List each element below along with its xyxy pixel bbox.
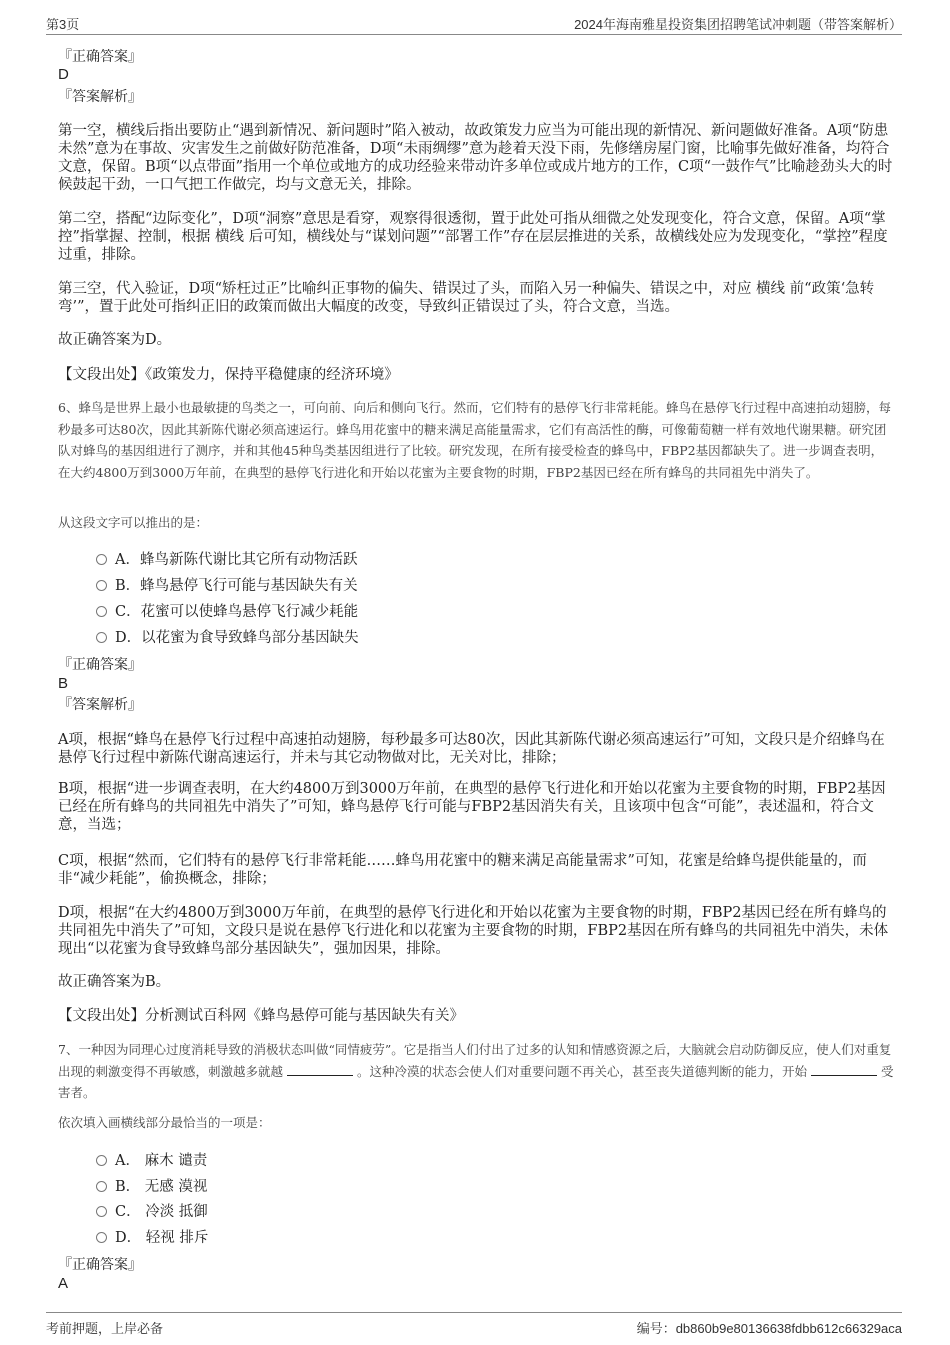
q6-source: 【文段出处】分析测试百科网《蜂鸟悬停可能与基因缺失有关》 [58,1008,464,1024]
footer-slogan: 考前押题，上岸必备 [46,1321,164,1336]
radio-icon[interactable] [96,1232,107,1243]
q6-analysis-a: A项，根据“蜂鸟在悬停飞行过程中高速拍动翅膀，每秒最多可达80次，因此其新陈代谢必须高速运行”可知，文段只是介绍蜂鸟在悬停飞行过程中新陈代谢高速运行，并未与其它动物做对比，无关对比，排除； [58,732,885,766]
option-label: A．蜂鸟新陈代谢比其它所有动物活跃 [115,552,358,568]
fill-blank-1 [287,1063,353,1076]
radio-icon[interactable] [96,632,107,643]
q7-option-c[interactable] [96,1203,208,1221]
q7-stem-part3: 受害者。 [58,1063,894,1100]
option-label: C． 冷淡 抵御 [115,1204,208,1220]
radio-icon[interactable] [96,1155,107,1166]
q6-analysis-tag: 『答案解析』 [58,697,142,713]
option-label: C．花蜜可以使蜂鸟悬停飞行减少耗能 [115,604,359,620]
q6-stem: 6、蜂鸟是世界上最小也最敏捷的鸟类之一，可向前、向后和侧向飞行。然而，它们特有的悬停飞行非常耗能。蜂鸟在悬停飞行过程中高速拍动翅膀，每秒最多可达80次，因此其新陈代谢必须高速运行。蜂鸟用花蜜中的糖来满足高能量需求，它们有高活性的酶，可像葡萄糖一样有效地代谢果糖。研究团队对蜂鸟的基因组进行了测序，并和其他45种鸟类基因组进行了比较。研究发现，在所有接受检查的蜂鸟中，FBP2基因都缺失了。进一步调查表明，在大约4800万到3000万年前，在典型的悬停飞行进化和开始以花蜜为主要食物的时期，FBP2基因已经在所有蜂鸟的共同祖先中消失了。 [58,400,891,480]
q6-answer: B [58,675,69,692]
q6-option-c[interactable] [96,603,358,621]
q6-option-a[interactable] [96,551,357,569]
q6-prompt: 从这段文字可以推出的是： [58,515,209,530]
option-label: B．蜂鸟悬停飞行可能与基因缺失有关 [115,578,358,594]
page-header [46,12,902,35]
q5-analysis-tag: 『答案解析』 [58,89,142,105]
page-footer [46,1312,902,1337]
q5-conclusion: 故正确答案为D。 [58,332,172,348]
q7-answer-tag: 『正确答案』 [58,1257,142,1273]
radio-icon[interactable] [96,1206,107,1217]
document-code: 编号：db860b9e80136638fdbb612c66329aca [636,1321,902,1336]
radio-icon[interactable] [96,554,107,565]
option-label: D．以花蜜为食导致蜂鸟部分基因缺失 [115,630,359,646]
q7-option-b[interactable] [96,1178,207,1196]
q5-analysis-para2: 第二空，搭配“边际变化”，D项“洞察”意思是看穿，观察得很透彻，置于此处可指从细微之处发现变化，符合文意，保留。A项“掌控”指掌握、控制，根据 横线 后可知，横线处与“谋划问题”“部署工作”存在层层推进的关系，故横线处应为发现变化，“掌控”程度过重，排除。 [58,211,888,263]
option-label: D． 轻视 排斥 [115,1230,209,1246]
radio-icon[interactable] [96,580,107,591]
q5-answer: D [58,66,69,83]
q6-analysis-d: D项，根据“在大约4800万到3000万年前，在典型的悬停飞行进化和开始以花蜜为主要食物的时期，FBP2基因已经在所有蜂鸟的共同祖先中消失了”可知，文段只是说在悬停飞行进化和以花蜜为主要食物的时期，FBP2基因在所有蜂鸟的共同祖先中消失，未体现出“以花蜜为食导致蜂鸟部分基因缺失”，强加因果，排除。 [58,905,889,957]
page-number: 第3页 [46,17,80,32]
q6-option-d[interactable] [96,629,359,647]
document-title: 2024年海南雅星投资集团招聘笔试冲刺题（带答案解析） [574,17,902,32]
q7-answer: A [58,1275,69,1292]
q6-conclusion: 故正确答案为B。 [58,974,171,990]
q5-source: 【文段出处】《政策发力，保持平稳健康的经济环境》 [58,367,399,383]
option-label: A． 麻木 谴责 [115,1153,208,1169]
q5-analysis-para3: 第三空，代入验证，D项“矫枉过正”比喻纠正事物的偏失、错误过了头，而陷入另一种偏失、错误之中，对应 横线 前“政策‘急转弯’”，置于此处可指纠正旧的政策而做出大幅度的改变，导致纠正错误过了头，符合文意，当选。 [58,281,875,315]
q7-stem [58,1039,894,1104]
q7-prompt: 依次填入画横线部分最恰当的一项是： [58,1115,271,1130]
q5-analysis-para1: 第一空，横线后指出要防止“遇到新情况、新问题时”陷入被动，故政策发力应当为可能出现的新情况、新问题做好准备。A项“防患未然”意为在事故、灾害发生之前做好防范准备，D项“未雨绸缪”意为趁着天没下雨，先修缮房屋门窗，比喻事先做好准备，均符合文意，保留。B项“以点带面”指用一个单位或地方的成功经验来带动许多单位或成片地方的工作，C项“一鼓作气”比喻趁劲头大的时候鼓起干劲，一口气把工作做完，均与文意无关，排除。 [58,123,893,193]
q5-answer-tag: 『正确答案』 [58,49,142,65]
q7-stem-part1: 7、一种因为同理心过度消耗导致的消极状态叫做“同情疲劳”。它是指当人们付出了过多的认知和情感资源之后，大脑就会启动防御反应，使人们对重复出现的刺激变得不再敏感，刺激越多就越 [58,1042,892,1079]
q6-analysis-c: C项，根据“然而，它们特有的悬停飞行非常耗能……蜂鸟用花蜜中的糖来满足高能量需求”可知，花蜜是给蜂鸟提供能量的，而非“减少耗能”，偷换概念，排除； [58,853,867,887]
fill-blank-2 [811,1063,877,1076]
option-label: B． 无感 漠视 [115,1179,208,1195]
radio-icon[interactable] [96,606,107,617]
q7-stem-part2: 。这种冷漠的状态会使人们对重要问题不再关心，甚至丧失道德判断的能力，开始 [356,1063,807,1079]
q6-answer-tag: 『正确答案』 [58,657,142,673]
q6-option-b[interactable] [96,577,358,595]
q7-option-d[interactable] [96,1229,208,1247]
q7-option-a[interactable] [96,1152,207,1170]
radio-icon[interactable] [96,1181,107,1192]
q6-analysis-b: B项，根据“进一步调查表明，在大约4800万到3000万年前，在典型的悬停飞行进化和开始以花蜜为主要食物的时期，FBP2基因已经在所有蜂鸟的共同祖先中消失了”可知，蜂鸟悬停飞行可能与FBP2基因消失有关，且该项中包含“可能”，表述温和，符合文意，当选； [58,781,886,833]
